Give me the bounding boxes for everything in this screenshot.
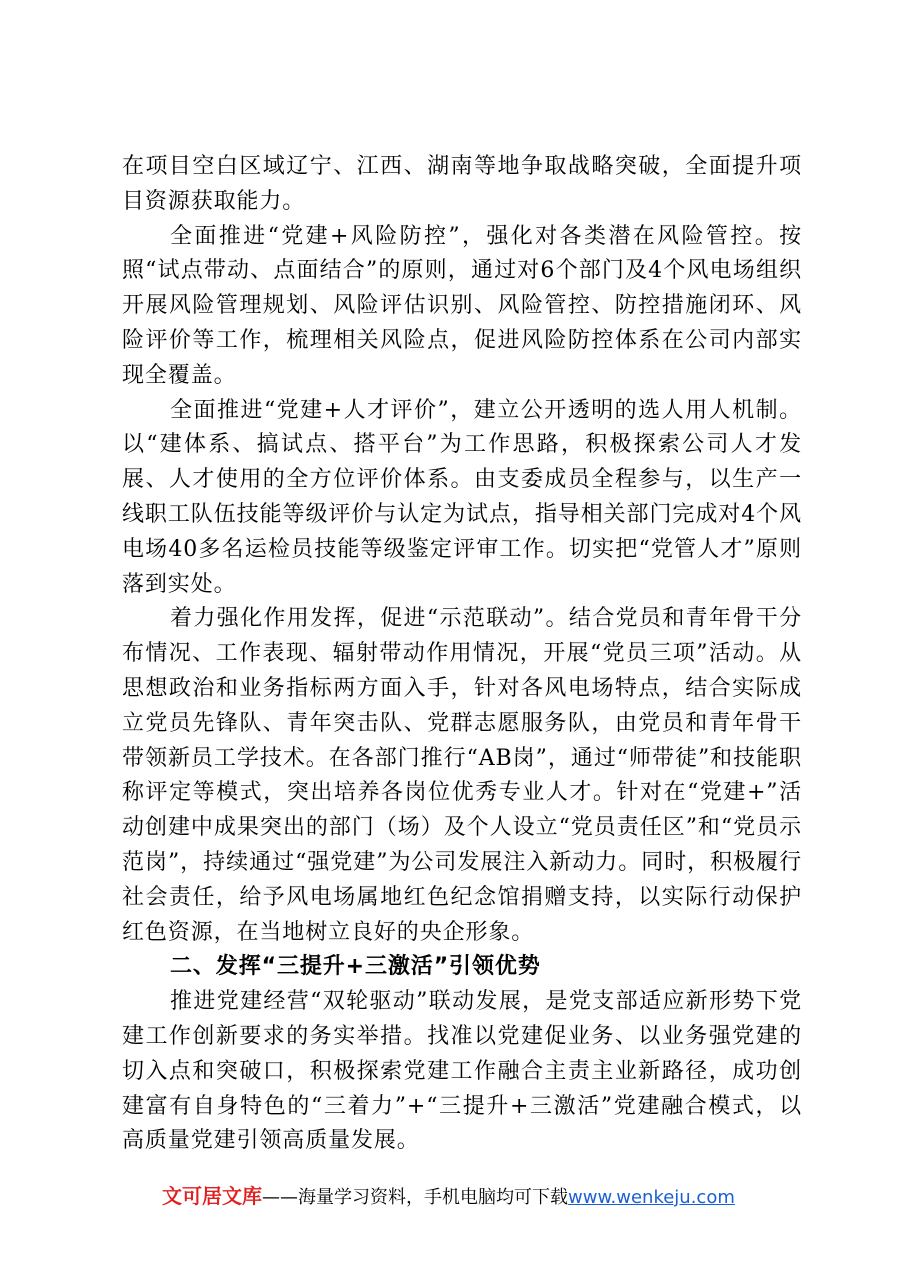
section-heading: 二、发挥“三提升+三激活”引领优势 [170, 954, 541, 980]
website-link[interactable]: www.wenkeju.com [568, 1187, 735, 1208]
footer-tagline: ——海量学习资料，手机电脑均可下载 [262, 1187, 568, 1208]
brand-logo-text: 文可居文库 [162, 1184, 262, 1208]
footer-banner [162, 1182, 735, 1212]
paragraph-talent-evaluation: 全面推进“党建+人才评价”，建立公开透明的选人用人机制。以“建体系、搞试点、搭平台”为工作思路，积极探索公司人才发展、人才使用的全方位评价体系。由支委成员全程参与，以生产一线职工队伍技能等级评价与认定为试点，指导相关部门完成对4个风电场40多名运检员技能等级鉴定评审工作。切实把“党管人才”原则落到实处。 [122, 397, 802, 597]
paragraph-demonstration-linkage: 着力强化作用发挥，促进“示范联动”。结合党员和青年骨干分布情况、工作表现、辐射带动作用情况，开展“党员三项”活动。从思想政治和业务指标两方面入手，针对各风电场特点，结合实际成立党员先锋队、青年突击队、党群志愿服务队，由党员和青年骨干带领新员工学技术。在各部门推行“AB岗”，通过“师带徒”和技能职称评定等模式，突出培养各岗位优秀专业人才。针对在“党建+”活动创建中成果突出的部门（场）及个人设立“党员责任区”和“党员示范岗”，持续通过“强党建”为公司发展注入新动力。同时，积极履行社会责任，给予风电场属地红色纪念馆捐赠支持，以实际行动保护红色资源，在当地树立良好的央企形象。 [122, 606, 802, 945]
paragraph-continuation: 在项目空白区域辽宁、江西、湖南等地争取战略突破，全面提升项目资源获取能力。 [122, 154, 802, 214]
paragraph-dual-drive: 推进党建经营“双轮驱动”联动发展，是党支部适应新形势下党建工作创新要求的务实举措。找准以党建促业务、以业务强党建的切入点和突破口，积极探索党建工作融合主责主业新路径，成功创建富有自身特色的“三着力”+“三提升+三激活”党建融合模式，以高质量党建引领高质量发展。 [122, 989, 802, 1154]
paragraph-risk-control: 全面推进“党建+风险防控”，强化对各类潜在风险管控。按照“试点带动、点面结合”的原则，通过对6个部门及4个风电场组织开展风险管理规划、风险评估识别、风险管控、防控措施闭环、风险评价等工作，梳理相关风险点，促进风险防控体系在公司内部实现全覆盖。 [122, 223, 802, 388]
document-body [122, 150, 802, 1159]
